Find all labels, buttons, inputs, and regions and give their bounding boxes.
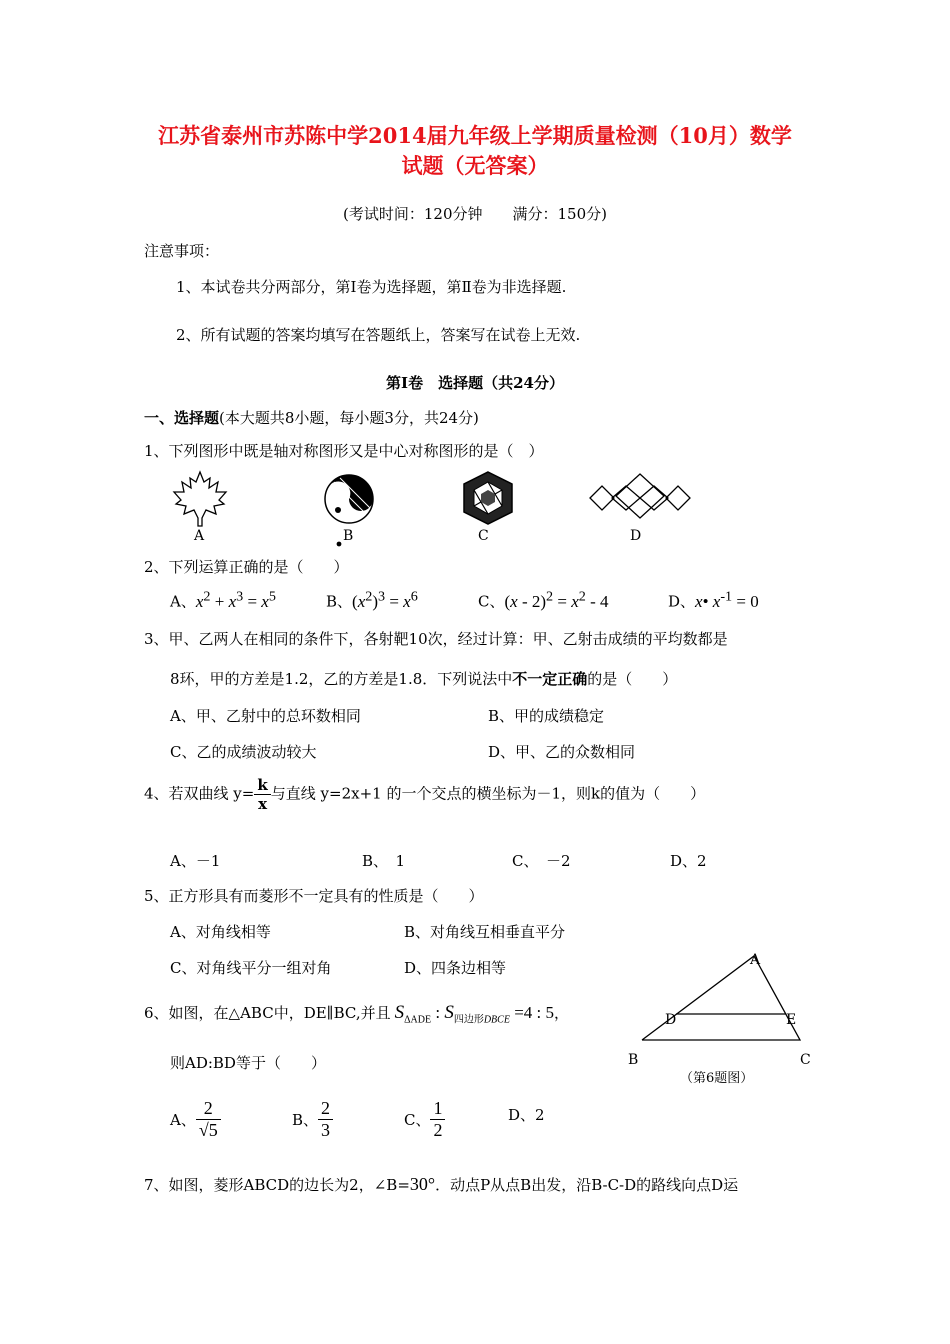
q4-option-d: D、2 [670, 852, 707, 870]
q6-stem-2: 则AD:BD等于（ ） [170, 1054, 326, 1072]
section1-heading [144, 407, 479, 428]
q3-stem-2: 8环，甲的方差是1.2，乙的方差是1.8．下列说法中不一定正确的是（ ） [170, 670, 678, 688]
q6-stem: 6、如图，在△ABC中，DE∥BC,并且 $S_{\Delta ADE}$ : $S_{四边形DBCE} =4$ : 5， [144, 1002, 570, 1026]
fig6-label-d: D [665, 1012, 677, 1028]
q7-stem: 7、如图，菱形ABCD的边长为2，∠B=30°．动点P从点B出发，沿B-C-D的路线向点D运 [144, 1174, 739, 1194]
q3-stem: 3、甲、乙两人在相同的条件下，各射靶10次，经过计算：甲、乙射击成绩的平均数都是 [144, 630, 728, 648]
q1-label-d: D [630, 528, 642, 544]
note-1: 1、本试卷共分两部分，第Ⅰ卷为选择题，第Ⅱ卷为非选择题. [176, 278, 567, 296]
q4-stem: 4、若双曲线 y= $\frac{k}{x}$ 与直线 y=2x+1 的一个交点的横坐标为－1，则k的值为（ ） [144, 776, 706, 813]
q6-option-b: B、 $\frac{2}{3}$ [292, 1098, 333, 1141]
q2-stem: 2、下列运算正确的是（ ） [144, 558, 349, 576]
maple-leaf-figure [170, 470, 230, 530]
q4-fraction: $\frac{k}{x}$ [254, 776, 270, 813]
triangle-figure [630, 950, 810, 1050]
q4-option-b: B、 1 [362, 852, 406, 870]
diamond-chain-figure [588, 470, 692, 526]
q2-option-a: A、$x^2 + x^3 = x^5$ [170, 588, 276, 611]
note-2: 2、所有试题的答案均填写在答题纸上，答案写在试卷上无效. [176, 326, 581, 344]
q1-label-a: A [194, 528, 205, 544]
title-line-1: 江苏省泰州市苏陈中学2014届九年级上学期质量检测（10月）数学 [158, 123, 792, 148]
fig6-label-a: A [750, 952, 761, 968]
q2-option-b: B、$(x^2)^3 = x^6$ [326, 588, 418, 611]
fig6-caption: （第6题图） [680, 1071, 754, 1086]
fig6-label-e: E [786, 1012, 797, 1028]
q6-option-c: C、 $\frac{1}{2}$ [404, 1098, 445, 1141]
q3-option-a: A、甲、乙射中的总环数相同 [170, 707, 361, 725]
q3-option-b: B、甲的成绩稳定 [488, 707, 605, 725]
section1-desc: (本大题共8小题，每小题3分，共24分) [219, 409, 479, 427]
q5-option-c: C、对角线平分一组对角 [170, 959, 332, 977]
area-ratio-formula: $S_{\Delta ADE}$ : $S_{四边形DBCE} =4$ : 5 [394, 1002, 554, 1026]
q1-label-b: B [343, 528, 354, 544]
q2-option-c: C、$(x - 2)^2 = x^2 - 4$ [478, 588, 609, 611]
q5-stem: 5、正方形具有而菱形不一定具有的性质是（ ） [144, 887, 484, 905]
q5-option-a: A、对角线相等 [170, 923, 271, 941]
notes-heading: 注意事项： [144, 242, 220, 260]
q2-option-d: D、x• $x^{-1} = 0$ [668, 588, 759, 611]
q5-option-d: D、四条边相等 [404, 959, 507, 977]
q4-option-c: C、 －2 [512, 852, 571, 870]
q1-label-c: C [478, 528, 489, 544]
fig6-label-b: B [628, 1052, 639, 1068]
fig6-label-c: C [800, 1052, 811, 1068]
exam-info: (考试时间：120分钟 满分：150分) [343, 205, 607, 223]
q3-option-d: D、甲、乙的众数相同 [488, 743, 636, 761]
section1-label: 一、选择题 [144, 409, 220, 427]
q1-stem: 1、下列图形中既是轴对称图形又是中心对称图形的是（ ） [144, 442, 544, 460]
q6-option-a: A、 $\frac{2}{√5}$ [170, 1098, 221, 1141]
q6-option-d: D、2 [508, 1106, 545, 1124]
part1-heading: 第Ⅰ卷 选择题（共24分） [386, 374, 564, 392]
q3-option-c: C、乙的成绩波动较大 [170, 743, 317, 761]
q4-option-a: A、－1 [170, 852, 221, 870]
q5-option-b: B、对角线互相垂直平分 [404, 923, 566, 941]
title-line-2: 试题（无答案） [401, 153, 549, 178]
hexagon-pinwheel-figure [458, 470, 518, 526]
